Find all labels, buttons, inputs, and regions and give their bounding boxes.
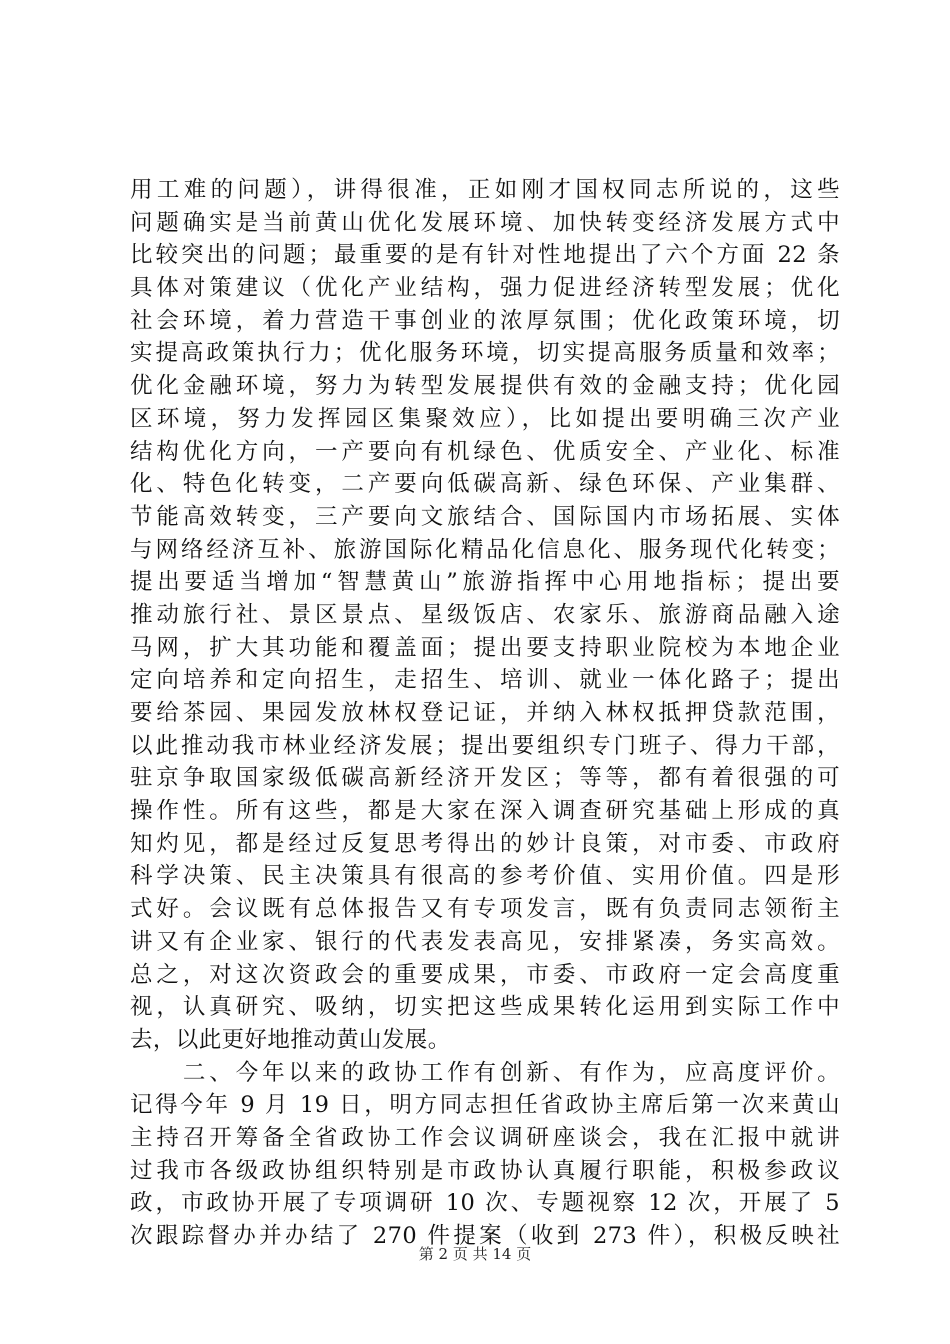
text-line: 操作性。所有这些，都是大家在深入调查研究基础上形成的真 [130,798,840,825]
text-line: 化、特色化转变，二产要向低碳高新、绿色环保、产业集群、 [130,471,840,498]
body-text [130,174,840,1253]
text-line: 以此推动我市林业经济发展；提出要组织专门班子、得力干部， [130,732,840,759]
text-line: 总之，对这次资政会的重要成果，市委、市政府一定会高度重 [130,961,840,988]
text-line: 具体对策建议（优化产业结构，强力促进经济转型发展；优化 [130,275,840,302]
text-line: 主持召开筹备全省政协工作会议调研座谈会，我在汇报中就讲 [130,1124,840,1151]
text-line: 二、今年以来的政协工作有创新、有作为，应高度评价。 [130,1059,840,1086]
text-line: 记得今年 9 月 19 日，明方同志担任省政协主席后第一次来黄山 [130,1092,840,1119]
text-line: 提出要适当增加“智慧黄山”旅游指挥中心用地指标；提出要 [130,569,840,596]
text-line: 知灼见，都是经过反复思考得出的妙计良策，对市委、市政府 [130,830,840,857]
text-line: 次跟踪督办并办结了 270 件提案（收到 273 件），积极反映社 [130,1223,840,1249]
text-line: 用工难的问题），讲得很准，正如刚才国权同志所说的，这些 [130,177,840,203]
text-line: 科学决策、民主决策具有很高的参考价值、实用价值。四是形 [130,863,840,890]
text-line: 结构优化方向，一产要向有机绿色、优质安全、产业化、标准 [130,438,840,465]
text-line: 问题确实是当前黄山优化发展环境、加快转变经济发展方式中 [130,209,840,236]
text-line: 区环境，努力发挥园区集聚效应），比如提出要明确三次产业 [130,405,840,432]
text-line: 比较突出的问题；最重要的是有针对性地提出了六个方面 22 条 [130,242,840,269]
text-line: 社会环境，着力营造干事创业的浓厚氛围；优化政策环境，切 [130,307,840,334]
text-line: 与网络经济互补、旅游国际化精品化信息化、服务现代化转变； [130,536,840,563]
text-line: 去，以此更好地推动黄山发展。 [130,1026,451,1053]
text-line: 式好。会议既有总体报告又有专项发言，既有负责同志领衔主 [130,896,840,923]
text-line: 过我市各级政协组织特别是市政协认真履行职能，积极参政议 [130,1157,840,1184]
text-line: 节能高效转变，三产要向文旅结合、国际国内市场拓展、实体 [130,503,840,530]
text-line: 实提高政策执行力；优化服务环境，切实提高服务质量和效率； [130,340,840,367]
text-line: 讲又有企业家、银行的代表发表高见，安排紧凑，务实高效。 [130,928,840,955]
text-line: 驻京争取国家级低碳高新经济开发区；等等，都有着很强的可 [130,765,840,792]
text-line: 推动旅行社、景区景点、星级饭店、农家乐、旅游商品融入途 [130,601,840,628]
text-line: 政，市政协开展了专项调研 10 次、专题视察 12 次，开展了 5 [130,1190,840,1217]
text-line: 视，认真研究、吸纳，切实把这些成果转化运用到实际工作中 [130,994,840,1021]
text-line: 要给茶园、果园发放林权登记证，并纳入林权抵押贷款范围， [130,700,840,726]
page-footer: 第 2 页 共 14 页 [418,1245,532,1263]
text-line: 定向培养和定向招生，走招生、培训、就业一体化路子；提出 [130,667,840,694]
text-line: 优化金融环境，努力为转型发展提供有效的金融支持；优化园 [130,373,840,400]
text-line: 马网，扩大其功能和覆盖面；提出要支持职业院校为本地企业 [130,634,840,661]
